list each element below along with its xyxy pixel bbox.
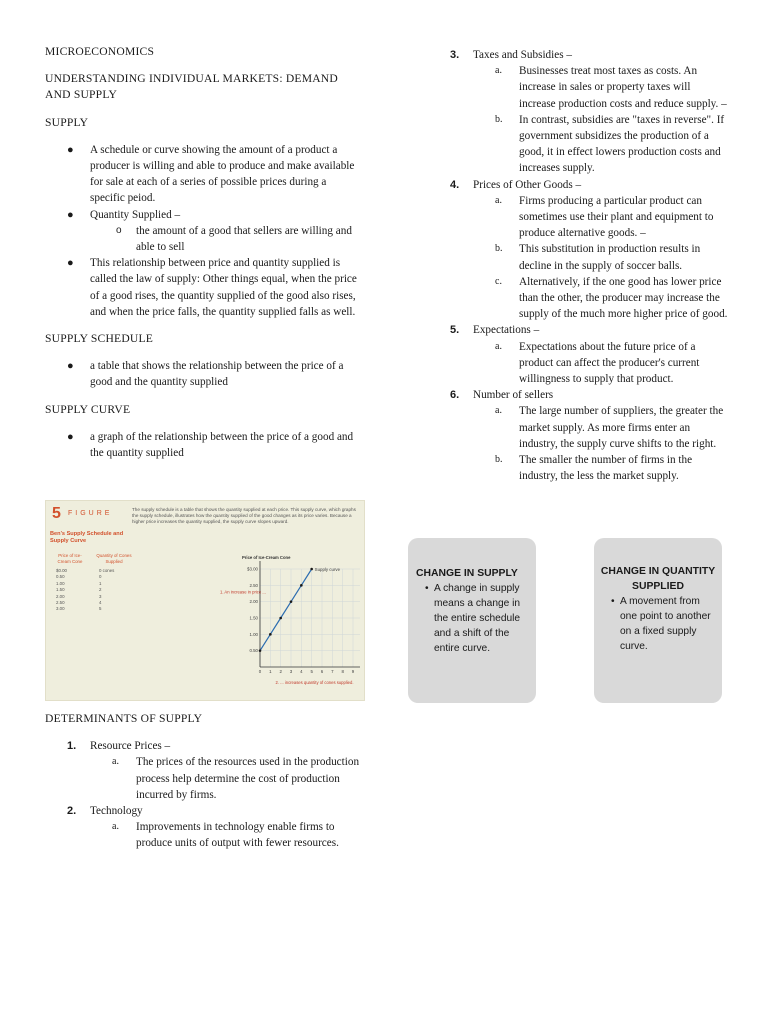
card-bullet: • A movement from one point to another on a fixed supply curve. [611, 596, 711, 652]
x-tick-label: 9 [351, 669, 355, 674]
qty-cell: 2 [99, 587, 102, 593]
qty-cell: 0 cones [99, 568, 115, 573]
bullet-icon: ● [67, 143, 74, 156]
sub-item: a. The large number of suppliers, the greater the market supply. As more firms enter an industry, the supply curve shifts to the right. [495, 405, 724, 450]
col-qty-header: Quantity of Cones Supplied [96, 553, 132, 564]
list-item: ● a table that shows the relationship between the price of a good and the quantity supplied [67, 360, 344, 389]
x-tick-label: 3 [289, 669, 293, 674]
change-in-quantity-supplied-card [594, 538, 722, 703]
x-tick-label: 7 [331, 669, 334, 674]
supply-figure [45, 500, 365, 701]
table-header [52, 553, 132, 564]
sub-item: a. The prices of the resources used in the production process help determine the cost of production incurred by firms. [112, 756, 360, 801]
sub-item: a. Firms producing a particular product can sometimes use their plant and equipment to produce alternative goods. – [495, 194, 714, 240]
sub-item: b. The smaller the number of firms in the industry, the less the market supply. [495, 454, 693, 483]
qty-cell: 4 [99, 600, 102, 606]
y-tick-label: 2.50 [249, 582, 258, 588]
y-tick-label: 0.50 [249, 648, 258, 654]
list-item: 4. Prices of Other Goods – [428, 177, 728, 193]
price-cell: 3.00 [56, 606, 65, 612]
item-number: 4. [450, 178, 460, 191]
x-tick-label: 8 [341, 669, 344, 674]
price-cell: 2.00 [56, 593, 65, 599]
table-body [52, 568, 132, 613]
col-price-header: Price of Ice-Cream Cone [57, 553, 83, 564]
data-point [269, 633, 272, 636]
bullet-icon: • [611, 596, 615, 607]
list-item: ● a graph of the relationship between the price of a good and the quantity supplied [67, 430, 354, 460]
sub-item: a. Improvements in technology enable firms to produce units of output with fewer resources. [112, 821, 339, 850]
y-tick-label: $3.00 [247, 566, 258, 572]
y-tick-label: 2.00 [249, 599, 258, 605]
item-number: 3. [450, 49, 460, 61]
curve-bullets [45, 429, 363, 461]
sub-item: o the amount of a good that sellers are willing and able to sell [116, 224, 352, 254]
x-tick-label: 2 [279, 669, 282, 674]
sub-item: b. In contrast, subsidies are "taxes in reverse". If government subsidizes the production of a good, it in effect lowers production costs and increases supply. [495, 113, 725, 175]
sub-item: b. This substitution in production results in decline in the supply of soccer balls. [495, 243, 701, 272]
note-price-increase: 1. An increase in price ... [220, 589, 266, 595]
card-title: CHANGE IN SUPPLY [416, 568, 518, 579]
card-title: CHANGE IN QUANTITY SUPPLIED [600, 566, 716, 592]
bullet-icon: ● [67, 257, 74, 270]
data-point [290, 600, 293, 603]
bullet-icon: ● [67, 430, 74, 443]
data-point [300, 584, 303, 587]
y-tick-label: 1.50 [249, 615, 258, 621]
sub-item: a. Businesses treat most taxes as costs. An increase in sales or property taxes will increase production costs and reduce supply. – [495, 65, 727, 110]
bullet-icon: ● [67, 360, 74, 373]
y-axis-label: Price of Ice-Cream Cone [242, 555, 291, 560]
figure-number: 5 [52, 505, 61, 522]
supply-curve-heading: SUPPLY CURVE [45, 402, 131, 416]
list-item: ● This relationship between price and quantity supplied is called the law of supply: Other things equal, when the price of a good rises, the quantity supplied of the good also rises, and when the price falls, the quantity supplied falls as well. [67, 257, 357, 318]
supply-curve-label: Supply curve [314, 567, 341, 572]
qty-cell: 3 [99, 593, 102, 599]
circle-bullet-icon: o [116, 224, 122, 236]
list-item: 1. Resource Prices – [45, 738, 363, 754]
bullet-icon: ● [67, 208, 74, 221]
schedule-bullets [45, 358, 363, 390]
list-item: ● A schedule or curve showing the amount of a product a producer is willing and able to produce and make available for sale at each of a series of possible prices during a specific peiod. [67, 143, 355, 205]
price-cell: 2.50 [56, 600, 65, 606]
supply-heading: SUPPLY [45, 115, 89, 129]
list-item: 3. Taxes and Subsidies – [428, 47, 728, 63]
left-column [45, 44, 363, 461]
list-item: 6. Number of sellers [428, 387, 728, 403]
sub-item: a. Expectations about the future price of a product can affect the producer's current willingness to supply that product. [495, 340, 700, 386]
supply-schedule-heading: SUPPLY SCHEDULE [45, 332, 154, 346]
table-row [52, 606, 132, 612]
note-quantity-increase: 2. ... increases quantity of cones supplied. [275, 680, 354, 685]
change-in-supply-card [408, 538, 536, 703]
sub-item: c. Alternatively, if the one good has lower price than the other, the producer may increase the supply of the much more higher price of good. [495, 275, 728, 321]
data-point [259, 649, 262, 652]
doc-subtitle: UNDERSTANDING INDIVIDUAL MARKETS: DEMAND AND SUPPLY [45, 72, 338, 102]
price-cell: 1.00 [56, 580, 65, 586]
list-item: 2. Technology [45, 803, 363, 819]
price-cell: 0.50 [56, 574, 65, 580]
qty-cell: 0 [99, 574, 102, 580]
supply-schedule-table [52, 553, 132, 613]
item-number: 5. [450, 324, 460, 337]
right-column [428, 47, 728, 484]
figure-subtitle: Ben's Supply Schedule and Supply Curve [50, 531, 124, 544]
x-tick-label: 1 [269, 669, 272, 674]
card-bullet: • A change in supply means a change in the entire schedule and a shift of the entire curve. [425, 583, 521, 654]
list-item: ● Quantity Supplied – o the amount of a good that sellers are willing and able to sell [45, 207, 363, 256]
figure-caption: The supply schedule is a table that shows the quantity supplied at each price. This supply curve, which graphs the supply schedule, illustrates how the quantity supplied of the good changes as its price varies. Because a higher price increases the quantity supplied, the supply curve slopes upward. [132, 507, 356, 524]
qty-cell: 1 [99, 580, 102, 586]
item-number: 6. [450, 389, 460, 402]
supply-curve-chart [178, 553, 360, 698]
supply-bullets [45, 142, 363, 320]
price-cell: $0.00 [56, 568, 67, 573]
figure-label: FIGURE [68, 510, 113, 517]
determinants-section [45, 711, 363, 852]
x-tick-label: 6 [320, 669, 324, 674]
y-tick-label: 1.00 [249, 631, 258, 637]
qty-cell: 5 [99, 606, 102, 612]
list-item: 5. Expectations – [428, 322, 728, 338]
x-tick-label: 0 [258, 669, 262, 674]
item-number: 1. [67, 740, 77, 753]
price-cell: 1.50 [56, 587, 65, 593]
x-tick-label: 4 [300, 669, 303, 674]
bullet-icon: • [425, 583, 429, 594]
x-tick-label: 5 [310, 669, 313, 674]
item-number: 2. [67, 805, 77, 818]
data-point [310, 568, 313, 571]
supply-curve-line [260, 569, 312, 651]
doc-title: MICROECONOMICS [45, 45, 155, 58]
data-point [279, 617, 282, 620]
determinants-heading: DETERMINANTS OF SUPPLY [45, 712, 203, 725]
